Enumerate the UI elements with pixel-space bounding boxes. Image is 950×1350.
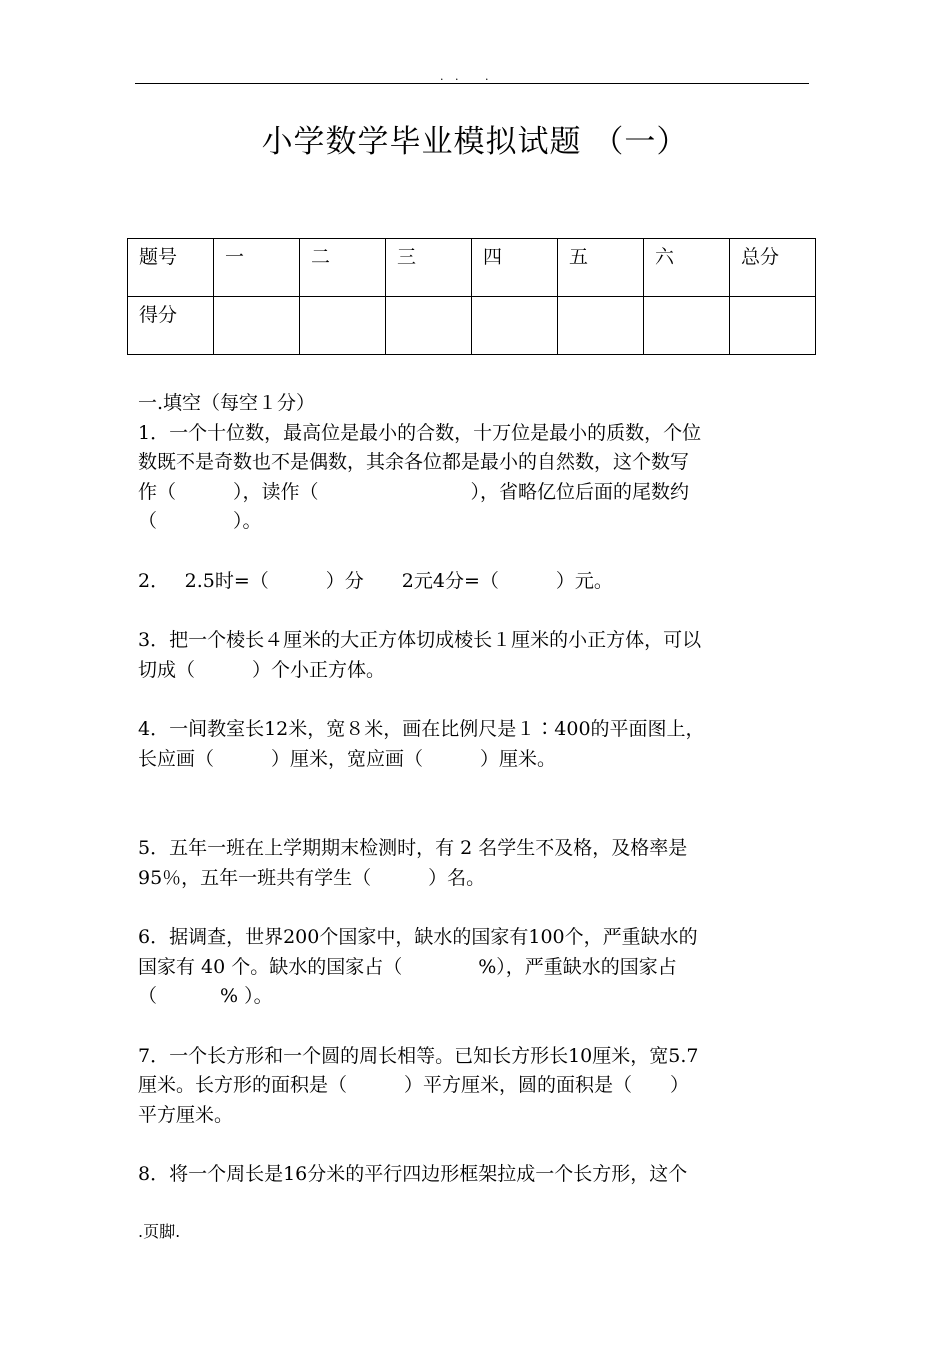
score-table-cell: 二 [300, 239, 386, 297]
question-4 [138, 715, 818, 774]
score-input-cell[interactable] [300, 297, 386, 355]
question-line: （ ）。 [138, 510, 262, 532]
question-line: 平方厘米。 [138, 1103, 234, 1126]
section-heading: 一.填空（每空１分） [138, 392, 316, 414]
score-table-cell: 一 [214, 239, 300, 297]
question-line: （ % ）。 [138, 985, 273, 1007]
question-line: 1．一个十位数，最高位是最小的合数，十万位是最小的质数，个位 [138, 421, 702, 444]
score-input-cell[interactable] [644, 297, 730, 355]
header-dots: . . . [440, 70, 493, 83]
score-table-cell: 题号 [128, 239, 214, 297]
header-rule [135, 83, 809, 84]
page-title: 小学数学毕业模拟试题 （一） [261, 124, 689, 160]
question-line: 切成（ ）个小正方体。 [138, 658, 386, 681]
score-table-cell: 得分 [128, 297, 214, 355]
question-3 [138, 626, 818, 685]
score-table-score-row [128, 297, 816, 355]
question-line: 8．将一个周长是16分米的平行四边形框架拉成一个长方形，这个 [138, 1163, 688, 1185]
question-8 [138, 1160, 818, 1190]
score-table-cell: 四 [472, 239, 558, 297]
question-line: 3．把一个棱长４厘米的大正方体切成棱长１厘米的小正方体，可以 [138, 629, 702, 651]
score-table-cell: 五 [558, 239, 644, 297]
question-1 [138, 419, 818, 537]
question-line: 数既不是奇数也不是偶数，其余各位都是最小的自然数，这个数写 [138, 451, 690, 473]
question-line: 95％，五年一班共有学生（ ）名。 [138, 866, 486, 889]
question-7 [138, 1042, 818, 1131]
question-line: 国家有 40 个。缺水的国家占（ %），严重缺水的国家占 [138, 955, 677, 978]
score-input-cell[interactable] [214, 297, 300, 355]
question-line: 7．一个长方形和一个圆的周长相等。已知长方形长10厘米，宽5.7 [138, 1044, 699, 1067]
question-line: 长应画（ ）厘米，宽应画（ ）厘米。 [138, 747, 557, 770]
score-table-cell: 总分 [730, 239, 816, 297]
question-line: 5．五年一班在上学期期末检测时，有 2 名学生不及格，及格率是 [138, 837, 688, 859]
score-table [127, 238, 816, 355]
question-line: 4．一间教室长12米，宽８米，画在比例尺是１∶400的平面图上， [138, 718, 705, 740]
question-line: 作（ ），读作（ ），省略亿位后面的尾数约 [138, 480, 690, 503]
question-5 [138, 834, 818, 893]
page-footer: .页脚. [138, 1222, 181, 1241]
score-table-cell: 三 [386, 239, 472, 297]
score-table-header-row [128, 239, 816, 297]
question-line: 厘米。长方形的面积是（ ）平方厘米，圆的面积是（ ） [138, 1074, 690, 1096]
question-line: 6．据调查，世界200个国家中，缺水的国家有100个，严重缺水的 [138, 926, 698, 948]
score-input-cell[interactable] [558, 297, 644, 355]
score-table-cell: 六 [644, 239, 730, 297]
score-input-cell[interactable] [386, 297, 472, 355]
questions [138, 389, 818, 1190]
score-input-cell[interactable] [472, 297, 558, 355]
question-6 [138, 923, 818, 1012]
question-2 [138, 567, 818, 597]
score-input-cell[interactable] [730, 297, 816, 355]
question-line: 2． 2.5时=（ ）分 2元4分=（ ）元。 [138, 569, 613, 592]
